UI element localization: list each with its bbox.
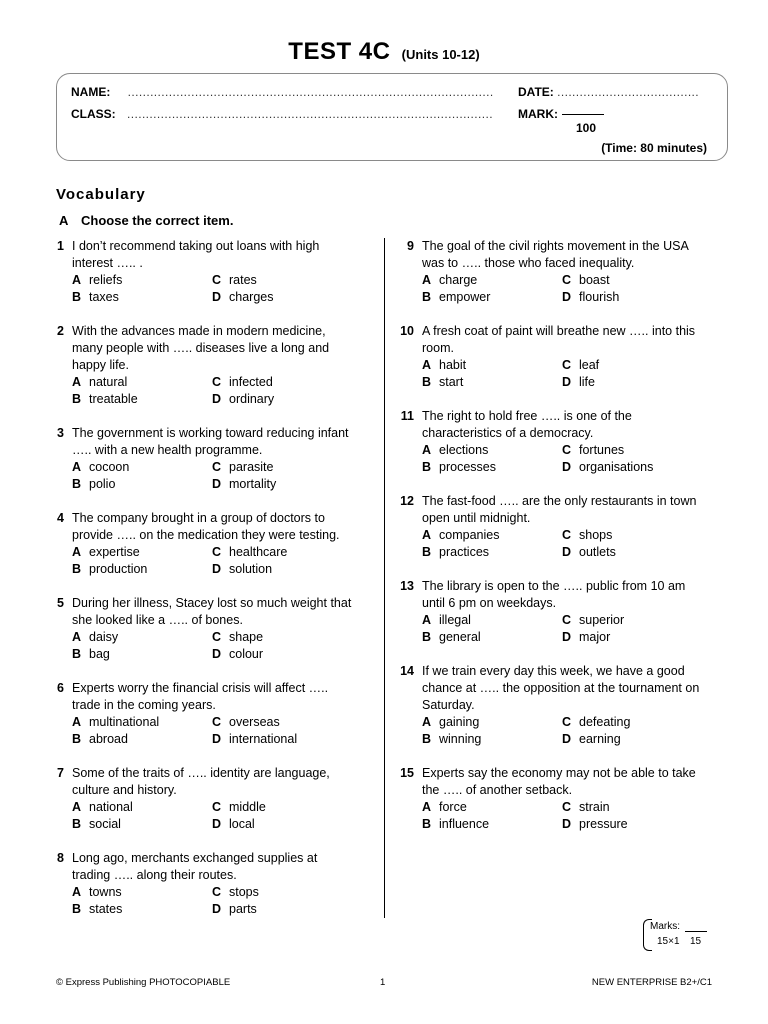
- option-a[interactable]: [72, 459, 129, 476]
- option-d[interactable]: [562, 289, 619, 306]
- option-letter: D: [562, 732, 572, 746]
- option-c[interactable]: [212, 459, 273, 476]
- option-c[interactable]: [562, 357, 599, 374]
- option-b[interactable]: [72, 901, 122, 918]
- option-text: stops: [229, 885, 259, 899]
- option-letter: C: [562, 715, 572, 729]
- option-letter: B: [422, 732, 432, 746]
- date-row: [518, 85, 699, 99]
- option-text: bag: [89, 647, 110, 661]
- option-d[interactable]: [212, 289, 273, 306]
- option-b[interactable]: [422, 731, 481, 748]
- option-letter: C: [562, 528, 572, 542]
- option-a[interactable]: [422, 272, 477, 289]
- question-stem: I don’t recommend taking out loans with high interest ….. .: [72, 239, 320, 270]
- option-c[interactable]: [212, 799, 266, 816]
- question-number: 1: [57, 239, 64, 253]
- option-text: pressure: [579, 817, 628, 831]
- option-letter: D: [562, 630, 572, 644]
- option-c[interactable]: [212, 544, 287, 561]
- option-text: daisy: [89, 630, 119, 644]
- option-c[interactable]: [212, 629, 263, 646]
- option-text: solution: [229, 562, 273, 576]
- option-text: influence: [439, 817, 490, 831]
- option-c[interactable]: [562, 714, 630, 731]
- question-number: 4: [57, 511, 64, 525]
- option-c[interactable]: [562, 799, 610, 816]
- option-a[interactable]: [422, 442, 488, 459]
- option-c[interactable]: [562, 272, 610, 289]
- option-letter: C: [212, 375, 222, 389]
- question-stem: Experts worry the financial crisis will affect ….. trade in the coming years.: [72, 681, 329, 712]
- option-text: states: [89, 902, 123, 916]
- option-text: overseas: [229, 715, 280, 729]
- option-letter: C: [212, 630, 222, 644]
- option-a[interactable]: [422, 612, 471, 629]
- option-letter: C: [562, 800, 572, 814]
- option-letter: B: [422, 817, 432, 831]
- name-label: NAME:: [71, 85, 111, 99]
- test-title-text: TEST 4C: [288, 38, 391, 65]
- option-text: infected: [229, 375, 273, 389]
- footer-page-number: 1: [380, 977, 386, 988]
- option-text: rates: [229, 273, 257, 287]
- option-letter: C: [562, 358, 572, 372]
- option-a[interactable]: [422, 527, 499, 544]
- instruction: [59, 213, 233, 228]
- question-number: 3: [57, 426, 64, 440]
- option-d[interactable]: [562, 629, 610, 646]
- option-text: cocoon: [89, 460, 130, 474]
- option-c[interactable]: [562, 612, 624, 629]
- option-letter: D: [562, 290, 572, 304]
- question-stem: If we train every day this week, we have a good chance at ….. the opposition at the tournament on Saturday.: [422, 664, 700, 712]
- option-d[interactable]: [562, 459, 653, 476]
- option-b[interactable]: [72, 646, 110, 663]
- option-text: winning: [439, 732, 482, 746]
- option-letter: B: [422, 460, 432, 474]
- option-letter: C: [562, 613, 572, 627]
- option-text: polio: [89, 477, 116, 491]
- option-text: fortunes: [579, 443, 625, 457]
- option-text: middle: [229, 800, 266, 814]
- option-a[interactable]: [422, 799, 467, 816]
- option-letter: B: [72, 732, 82, 746]
- option-text: practices: [439, 545, 490, 559]
- option-text: empower: [439, 290, 491, 304]
- question-number: 8: [57, 851, 64, 865]
- option-d[interactable]: [562, 731, 621, 748]
- option-letter: D: [212, 647, 222, 661]
- option-text: multinational: [89, 715, 160, 729]
- option-a[interactable]: [72, 799, 133, 816]
- marks-calc: 15×1: [657, 936, 680, 947]
- class-label: CLASS:: [71, 107, 116, 121]
- option-letter: A: [422, 528, 432, 542]
- option-a[interactable]: [72, 884, 122, 901]
- option-text: charge: [439, 273, 478, 287]
- option-letter: A: [72, 460, 82, 474]
- option-letter: D: [212, 902, 222, 916]
- option-text: colour: [229, 647, 264, 661]
- option-letter: D: [562, 545, 572, 559]
- option-letter: C: [212, 460, 222, 474]
- question-number: 5: [57, 596, 64, 610]
- question-number: 7: [57, 766, 64, 780]
- option-a[interactable]: [72, 714, 159, 731]
- option-a[interactable]: [72, 272, 122, 289]
- option-letter: B: [72, 562, 82, 576]
- marks-label: Marks:: [650, 921, 680, 932]
- option-text: shops: [579, 528, 613, 542]
- mark-label: MARK:: [518, 107, 558, 121]
- option-d[interactable]: [212, 816, 255, 833]
- option-letter: D: [562, 817, 572, 831]
- option-letter: C: [212, 800, 222, 814]
- option-text: general: [439, 630, 481, 644]
- option-text: social: [89, 817, 121, 831]
- option-text: habit: [439, 358, 467, 372]
- question-stem: The right to hold free ….. is one of the characteristics of a democracy.: [422, 409, 632, 440]
- mark-total: 100: [576, 121, 597, 135]
- option-letter: B: [422, 545, 432, 559]
- option-letter: A: [72, 800, 82, 814]
- option-letter: D: [562, 375, 572, 389]
- option-text: production: [89, 562, 148, 576]
- instruction-text: Choose the correct item.: [81, 213, 234, 228]
- option-text: local: [229, 817, 255, 831]
- option-letter: D: [212, 732, 222, 746]
- question-stem: Experts say the economy may not be able to take the ….. of another setback.: [422, 766, 696, 797]
- option-text: gaining: [439, 715, 480, 729]
- option-text: start: [439, 375, 464, 389]
- question-number: 10: [400, 324, 414, 338]
- question-number: 9: [407, 239, 414, 253]
- marks-line[interactable]: [685, 931, 707, 932]
- question-number: 14: [400, 664, 414, 678]
- option-text: outlets: [579, 545, 616, 559]
- option-letter: A: [72, 375, 82, 389]
- option-letter: C: [562, 273, 572, 287]
- option-a[interactable]: [422, 357, 466, 374]
- option-letter: A: [72, 273, 82, 287]
- option-b[interactable]: [72, 816, 121, 833]
- option-letter: B: [422, 375, 432, 389]
- question-stem: The fast-food ….. are the only restaurants in town open until midnight.: [422, 494, 697, 525]
- option-text: natural: [89, 375, 128, 389]
- option-text: defeating: [579, 715, 631, 729]
- option-b[interactable]: [422, 374, 463, 391]
- option-letter: A: [422, 715, 432, 729]
- name-row: [71, 85, 494, 99]
- option-b[interactable]: [422, 544, 489, 561]
- option-c[interactable]: [212, 374, 273, 391]
- option-letter: B: [72, 902, 82, 916]
- option-b[interactable]: [422, 816, 489, 833]
- question-stem: The library is open to the ….. public from 10 am until 6 pm on weekdays.: [422, 579, 686, 610]
- question-stem: During her illness, Stacey lost so much weight that she looked like a ….. of bones.: [72, 596, 352, 627]
- option-letter: A: [72, 715, 82, 729]
- option-a[interactable]: [422, 714, 479, 731]
- option-text: processes: [439, 460, 496, 474]
- question-number: 2: [57, 324, 64, 338]
- option-text: parts: [229, 902, 257, 916]
- option-c[interactable]: [212, 884, 259, 901]
- option-b[interactable]: [72, 289, 119, 306]
- option-d[interactable]: [562, 374, 595, 391]
- option-a[interactable]: [72, 374, 127, 391]
- option-text: companies: [439, 528, 500, 542]
- option-c[interactable]: [562, 442, 624, 459]
- option-letter: C: [212, 715, 222, 729]
- option-letter: D: [212, 477, 222, 491]
- question-stem: A fresh coat of paint will breathe new ….. into this room.: [422, 324, 696, 355]
- option-letter: D: [212, 392, 222, 406]
- option-d[interactable]: [562, 544, 616, 561]
- question-number: 6: [57, 681, 64, 695]
- option-text: ordinary: [229, 392, 275, 406]
- option-c[interactable]: [562, 527, 612, 544]
- date-label: DATE:: [518, 85, 554, 99]
- option-letter: A: [72, 885, 82, 899]
- option-text: superior: [579, 613, 625, 627]
- test-title: [0, 38, 768, 66]
- option-d[interactable]: [212, 901, 257, 918]
- option-letter: D: [212, 817, 222, 831]
- option-text: expertise: [89, 545, 140, 559]
- question-number: 15: [400, 766, 414, 780]
- option-letter: B: [72, 477, 82, 491]
- question-number: 12: [400, 494, 414, 508]
- student-info-box: [56, 73, 728, 161]
- class-row: [71, 107, 493, 121]
- option-b[interactable]: [422, 289, 490, 306]
- option-letter: C: [212, 273, 222, 287]
- time-limit: (Time: 80 minutes): [601, 141, 707, 155]
- footer-copyright: © Express Publishing PHOTOCOPIABLE: [56, 977, 231, 988]
- option-b[interactable]: [72, 391, 138, 408]
- option-text: towns: [89, 885, 122, 899]
- option-text: abroad: [89, 732, 128, 746]
- option-letter: C: [212, 545, 222, 559]
- marks-total: 15: [690, 936, 702, 947]
- option-text: organisations: [579, 460, 654, 474]
- option-d[interactable]: [212, 391, 274, 408]
- option-letter: A: [422, 273, 432, 287]
- question-stem: With the advances made in modern medicine, many people with ….. diseases live a long and happy life.: [72, 324, 330, 372]
- question-number: 13: [400, 579, 414, 593]
- option-letter: A: [72, 545, 82, 559]
- option-a[interactable]: [72, 544, 140, 561]
- part-letter: A: [59, 213, 69, 228]
- option-d[interactable]: [562, 816, 628, 833]
- option-letter: D: [562, 460, 572, 474]
- option-letter: C: [212, 885, 222, 899]
- option-d[interactable]: [212, 731, 297, 748]
- option-letter: D: [212, 562, 222, 576]
- option-letter: B: [72, 392, 82, 406]
- option-d[interactable]: [212, 561, 272, 578]
- option-a[interactable]: [72, 629, 118, 646]
- option-c[interactable]: [212, 272, 257, 289]
- option-text: national: [89, 800, 133, 814]
- option-letter: B: [422, 290, 432, 304]
- column-divider: [384, 238, 385, 918]
- option-b[interactable]: [72, 476, 115, 493]
- option-text: parasite: [229, 460, 274, 474]
- option-text: major: [579, 630, 611, 644]
- option-text: treatable: [89, 392, 138, 406]
- option-text: strain: [579, 800, 610, 814]
- option-text: leaf: [579, 358, 600, 372]
- option-letter: B: [422, 630, 432, 644]
- question-number: 11: [400, 409, 414, 423]
- question-stem: Some of the traits of ….. identity are language, culture and history.: [72, 766, 330, 797]
- option-text: life: [579, 375, 595, 389]
- name-field[interactable]: ..................................................................................................: [127, 85, 494, 99]
- option-letter: C: [562, 443, 572, 457]
- option-b[interactable]: [72, 731, 128, 748]
- option-letter: B: [72, 647, 82, 661]
- class-field[interactable]: ..................................................................................................: [127, 107, 493, 121]
- option-c[interactable]: [212, 714, 280, 731]
- footer-book-title: NEW ENTERPRISE B2+/C1: [591, 977, 712, 988]
- option-text: healthcare: [229, 545, 288, 559]
- option-text: mortality: [229, 477, 277, 491]
- section-title: Vocabulary: [56, 186, 146, 203]
- option-letter: A: [72, 630, 82, 644]
- marks-box: [643, 917, 707, 951]
- question-stem: Long ago, merchants exchanged supplies at trading ….. along their routes.: [72, 851, 318, 882]
- test-units: (Units 10-12): [401, 47, 480, 62]
- question-stem: The goal of the civil rights movement in the USA was to ….. those who faced inequality.: [422, 239, 689, 270]
- option-text: taxes: [89, 290, 119, 304]
- option-text: earning: [579, 732, 621, 746]
- option-letter: A: [422, 800, 432, 814]
- option-letter: A: [422, 443, 432, 457]
- option-text: force: [439, 800, 467, 814]
- option-letter: A: [422, 613, 432, 627]
- option-text: shape: [229, 630, 264, 644]
- question-stem: The company brought in a group of doctors to provide ….. on the medication they were testing.: [72, 511, 340, 542]
- option-text: international: [229, 732, 298, 746]
- option-d[interactable]: [212, 476, 276, 493]
- option-letter: B: [72, 290, 82, 304]
- option-letter: A: [422, 358, 432, 372]
- question-stem: The government is working toward reducing infant ….. with a new health programme.: [72, 426, 349, 457]
- mark-line[interactable]: [562, 114, 604, 115]
- option-text: boast: [579, 273, 610, 287]
- option-b[interactable]: [422, 459, 496, 476]
- option-text: illegal: [439, 613, 471, 627]
- option-text: flourish: [579, 290, 620, 304]
- option-d[interactable]: [212, 646, 263, 663]
- date-field[interactable]: ......................................: [557, 85, 700, 99]
- option-letter: D: [212, 290, 222, 304]
- option-b[interactable]: [422, 629, 481, 646]
- option-text: elections: [439, 443, 489, 457]
- option-letter: B: [72, 817, 82, 831]
- option-b[interactable]: [72, 561, 147, 578]
- mark-row: [518, 107, 604, 121]
- option-text: charges: [229, 290, 274, 304]
- option-text: reliefs: [89, 273, 123, 287]
